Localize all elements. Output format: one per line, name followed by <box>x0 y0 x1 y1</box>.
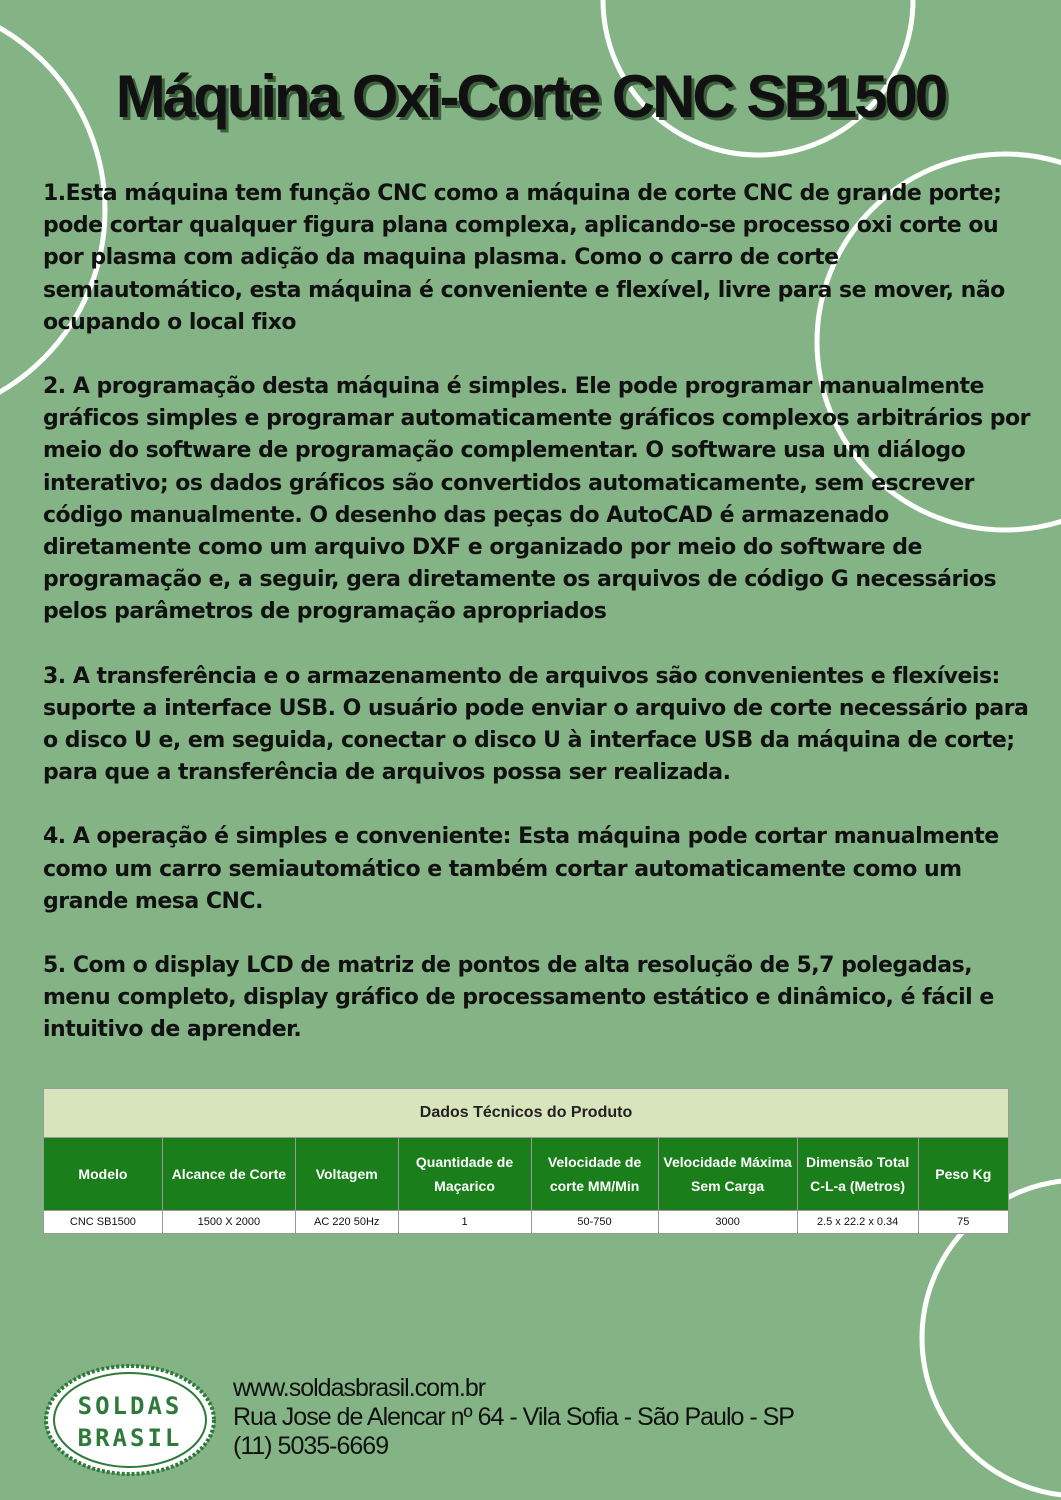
table-header-row <box>44 1138 1009 1211</box>
header-modelo: Modelo <box>44 1138 163 1211</box>
cell-dimensao: 2.5 x 22.2 x 0.34 <box>797 1211 918 1234</box>
logo-line-1: SOLDAS <box>77 1392 183 1420</box>
website-link[interactable]: www.soldasbrasil.com.br <box>233 1374 486 1402</box>
header-velocidade-corte: Velocidade de corte MM/Min <box>531 1138 658 1211</box>
paragraph-2: 2. A programação desta máquina é simples. Ele pode programar manualmente gráficos simples e programar automaticamente gráficos complexos arbitrários por meio do software de programação complementar. O software usa um diálogo interativo; os dados gráficos são convertidos automaticamente, sem escrever código manualmente. O desenho das peças do AutoCAD é armazenado diretamente como um arquivo DXF e organizado por meio do software de programação e, a seguir, gera diretamente os arquivos de código G necessários pelos parâmetros de programação apropriados <box>43 374 1030 625</box>
cell-quantidade: 1 <box>398 1211 531 1234</box>
paragraph-4: 4. A operação é simples e conveniente: Esta máquina pode cortar manualmente como um carro semiautomático e também cortar automaticamente como um grande mesa CNC. <box>43 824 999 914</box>
header-voltagem: Voltagem <box>295 1138 398 1211</box>
cell-modelo: CNC SB1500 <box>44 1211 163 1234</box>
header-velocidade-maxima: Velocidade Máxima Sem Carga <box>658 1138 797 1211</box>
page-title: Máquina Oxi-Corte CNC SB1500 <box>115 63 946 130</box>
header-peso: Peso Kg <box>918 1138 1008 1211</box>
description-text <box>43 178 1033 1079</box>
cell-peso: 75 <box>918 1211 1008 1234</box>
paragraph-5: 5. Com o display LCD de matriz de pontos de alta resolução de 5,7 polegadas, menu completo, display gráfico de processamento estático e dinâmico, é fácil e intuitivo de aprender. <box>43 953 994 1043</box>
logo-line-2: BRASIL <box>77 1424 183 1452</box>
phone-text: (11) 5035-6669 <box>233 1432 389 1460</box>
header-alcance: Alcance de Corte <box>162 1138 295 1211</box>
technical-data-table <box>43 1088 1009 1234</box>
contact-info <box>233 1374 794 1461</box>
address-text: Rua Jose de Alencar nº 64 - Vila Sofia - São Paulo - SP <box>233 1403 794 1431</box>
table-caption: Dados Técnicos do Produto <box>44 1089 1009 1138</box>
cell-velocidade-maxima: 3000 <box>658 1211 797 1234</box>
cell-alcance: 1500 X 2000 <box>162 1211 295 1234</box>
cell-voltagem: AC 220 50Hz <box>295 1211 398 1234</box>
cell-velocidade-corte: 50-750 <box>531 1211 658 1234</box>
header-dimensao: Dimensão Total C-L-a (Metros) <box>797 1138 918 1211</box>
header-quantidade: Quantidade de Maçarico <box>398 1138 531 1211</box>
paragraph-1: 1.Esta máquina tem função CNC como a máquina de corte CNC de grande porte; pode cortar qualquer figura plana complexa, aplicando-se processo oxi corte ou por plasma com adição da maquina plasma. Como o carro de corte semiautomático, esta máquina é conveniente e flexível, livre para se mover, não ocupando o local fixo <box>43 181 1005 335</box>
logo-ellipse-icon <box>42 1362 218 1478</box>
soldas-brasil-logo <box>42 1362 218 1478</box>
table-row <box>44 1211 1009 1234</box>
paragraph-3: 3. A transferência e o armazenamento de arquivos são convenientes e flexíveis: suporte a interface USB. O usuário pode enviar o arquivo de corte necessário para o disco U e, em seguida, conectar o disco U à interface USB da máquina de corte; para que a transferência de arquivos possa ser realizada. <box>43 663 1029 786</box>
